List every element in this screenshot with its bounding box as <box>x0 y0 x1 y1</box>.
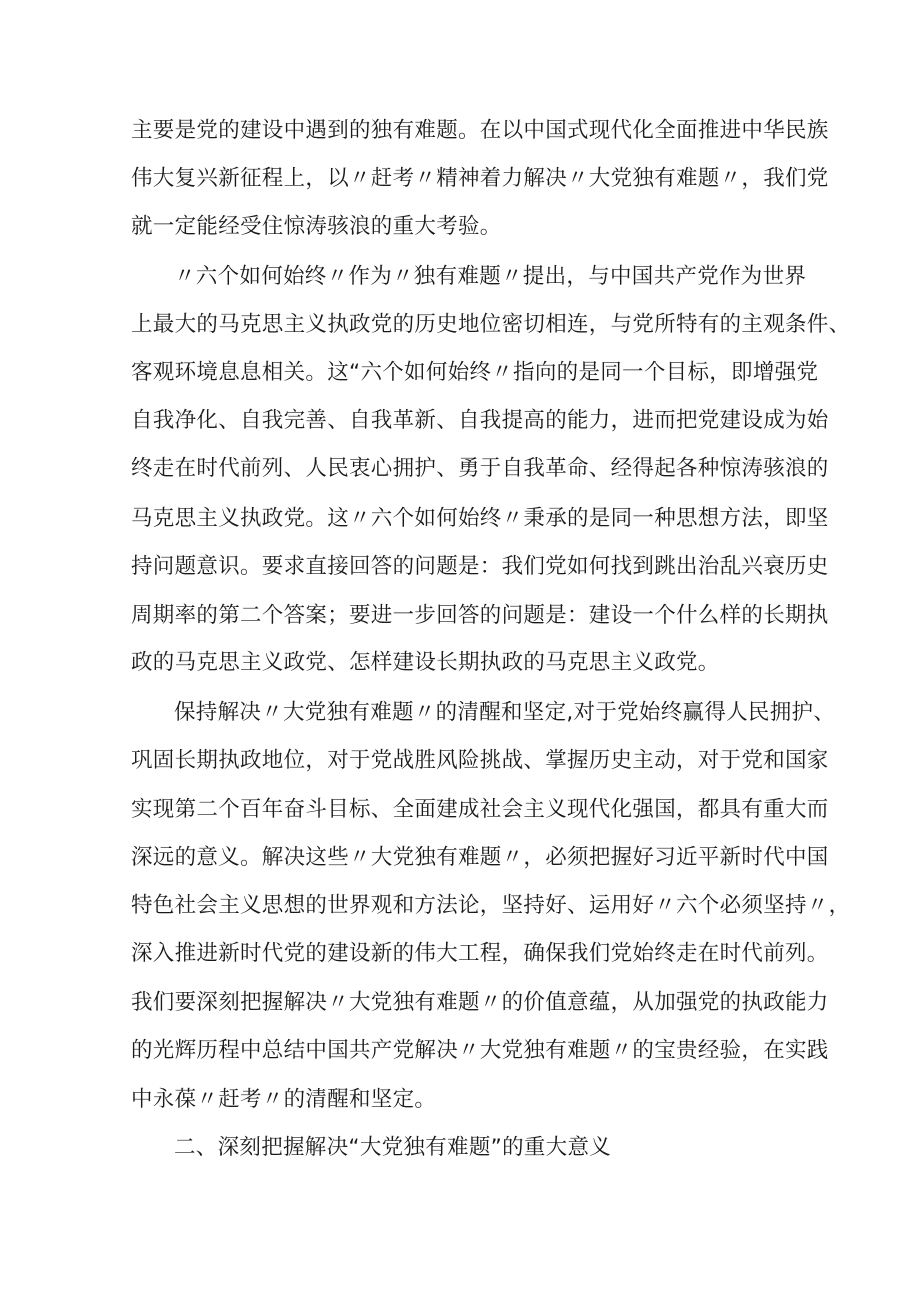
paragraph-2-line-7: 持问题意识。要求直接回答的问题是：我们党如何找到跳出治乱兴衰历史 <box>131 554 829 579</box>
paragraph-2-line-2: 上最大的马克思主义执政党的历史地位密切相连，与党所特有的主观条件、 <box>131 312 851 337</box>
paragraph-1-line-2: 伟大复兴新征程上，以〃赶考〃精神着力解决〃大党独有难题〃，我们党 <box>131 166 829 191</box>
paragraph-2-line-9: 政的马克思主义政党、怎样建设长期执政的马克思主义政党。 <box>131 650 720 675</box>
paragraph-3-line-7: 我们要深刻把握解决〃大党独有难题〃的价值意蕴，从加强党的执政能力 <box>131 990 829 1015</box>
paragraph-2-line-1: 〃六个如何始终〃作为〃独有难题〃提出，与中国共产党作为世界 <box>174 264 807 289</box>
paragraph-2-line-3: 客观环境息息相关。这“六个如何始终〃指向的是同一个目标，即增强党 <box>131 360 819 385</box>
paragraph-3-line-9: 中永葆〃赶考〃的清醒和坚定。 <box>131 1087 437 1112</box>
paragraph-3-line-6: 深入推进新时代党的建设新的伟大工程，确保我们党始终走在时代前列。 <box>131 941 829 966</box>
paragraph-2-line-6: 马克思主义执政党。这〃六个如何始终〃秉承的是同一种思想方法，即坚 <box>131 506 829 531</box>
paragraph-3-line-2: 巩固长期执政地位，对于党战胜风险挑战、掌握历史主动，对于党和国家 <box>131 748 829 773</box>
paragraph-1-line-1: 主要是党的建设中遇到的独有难题。在以中国式现代化全面推进中华民族 <box>131 118 829 143</box>
section-heading: 二、深刻把握解决“大党独有难题”的重大意义 <box>174 1135 612 1160</box>
paragraph-2-line-5: 终走在时代前列、人民衷心拥护、勇于自我革命、经得起各种惊涛骇浪的 <box>131 456 829 481</box>
paragraph-2-line-4: 自我净化、自我完善、自我革新、自我提高的能力，进而把党建设成为始 <box>131 408 829 433</box>
paragraph-3-line-4: 深远的意义。解决这些〃大党独有难题〃，必须把握好习近平新时代中国 <box>131 845 829 870</box>
paragraph-1-line-3: 就一定能经受住惊涛骇浪的重大考验。 <box>131 214 502 239</box>
paragraph-2-line-8: 周期率的第二个答案；要进一步回答的问题是：建设一个什么样的长期执 <box>131 603 829 628</box>
paragraph-3-line-5: 特色社会主义思想的世界观和方法论，坚持好、运用好〃六个必须坚持〃， <box>131 893 851 918</box>
paragraph-3-line-1: 保持解决〃大党独有难题〃的清醒和坚定,对于党始终赢得人民拥护、 <box>174 700 836 725</box>
paragraph-3-line-8: 的光辉历程中总结中国共产党解决〃大党独有难题〃的宝贵经验，在实践 <box>131 1038 829 1063</box>
paragraph-3-line-3: 实现第二个百年奋斗目标、全面建成社会主义现代化强国，都具有重大而 <box>131 797 829 822</box>
